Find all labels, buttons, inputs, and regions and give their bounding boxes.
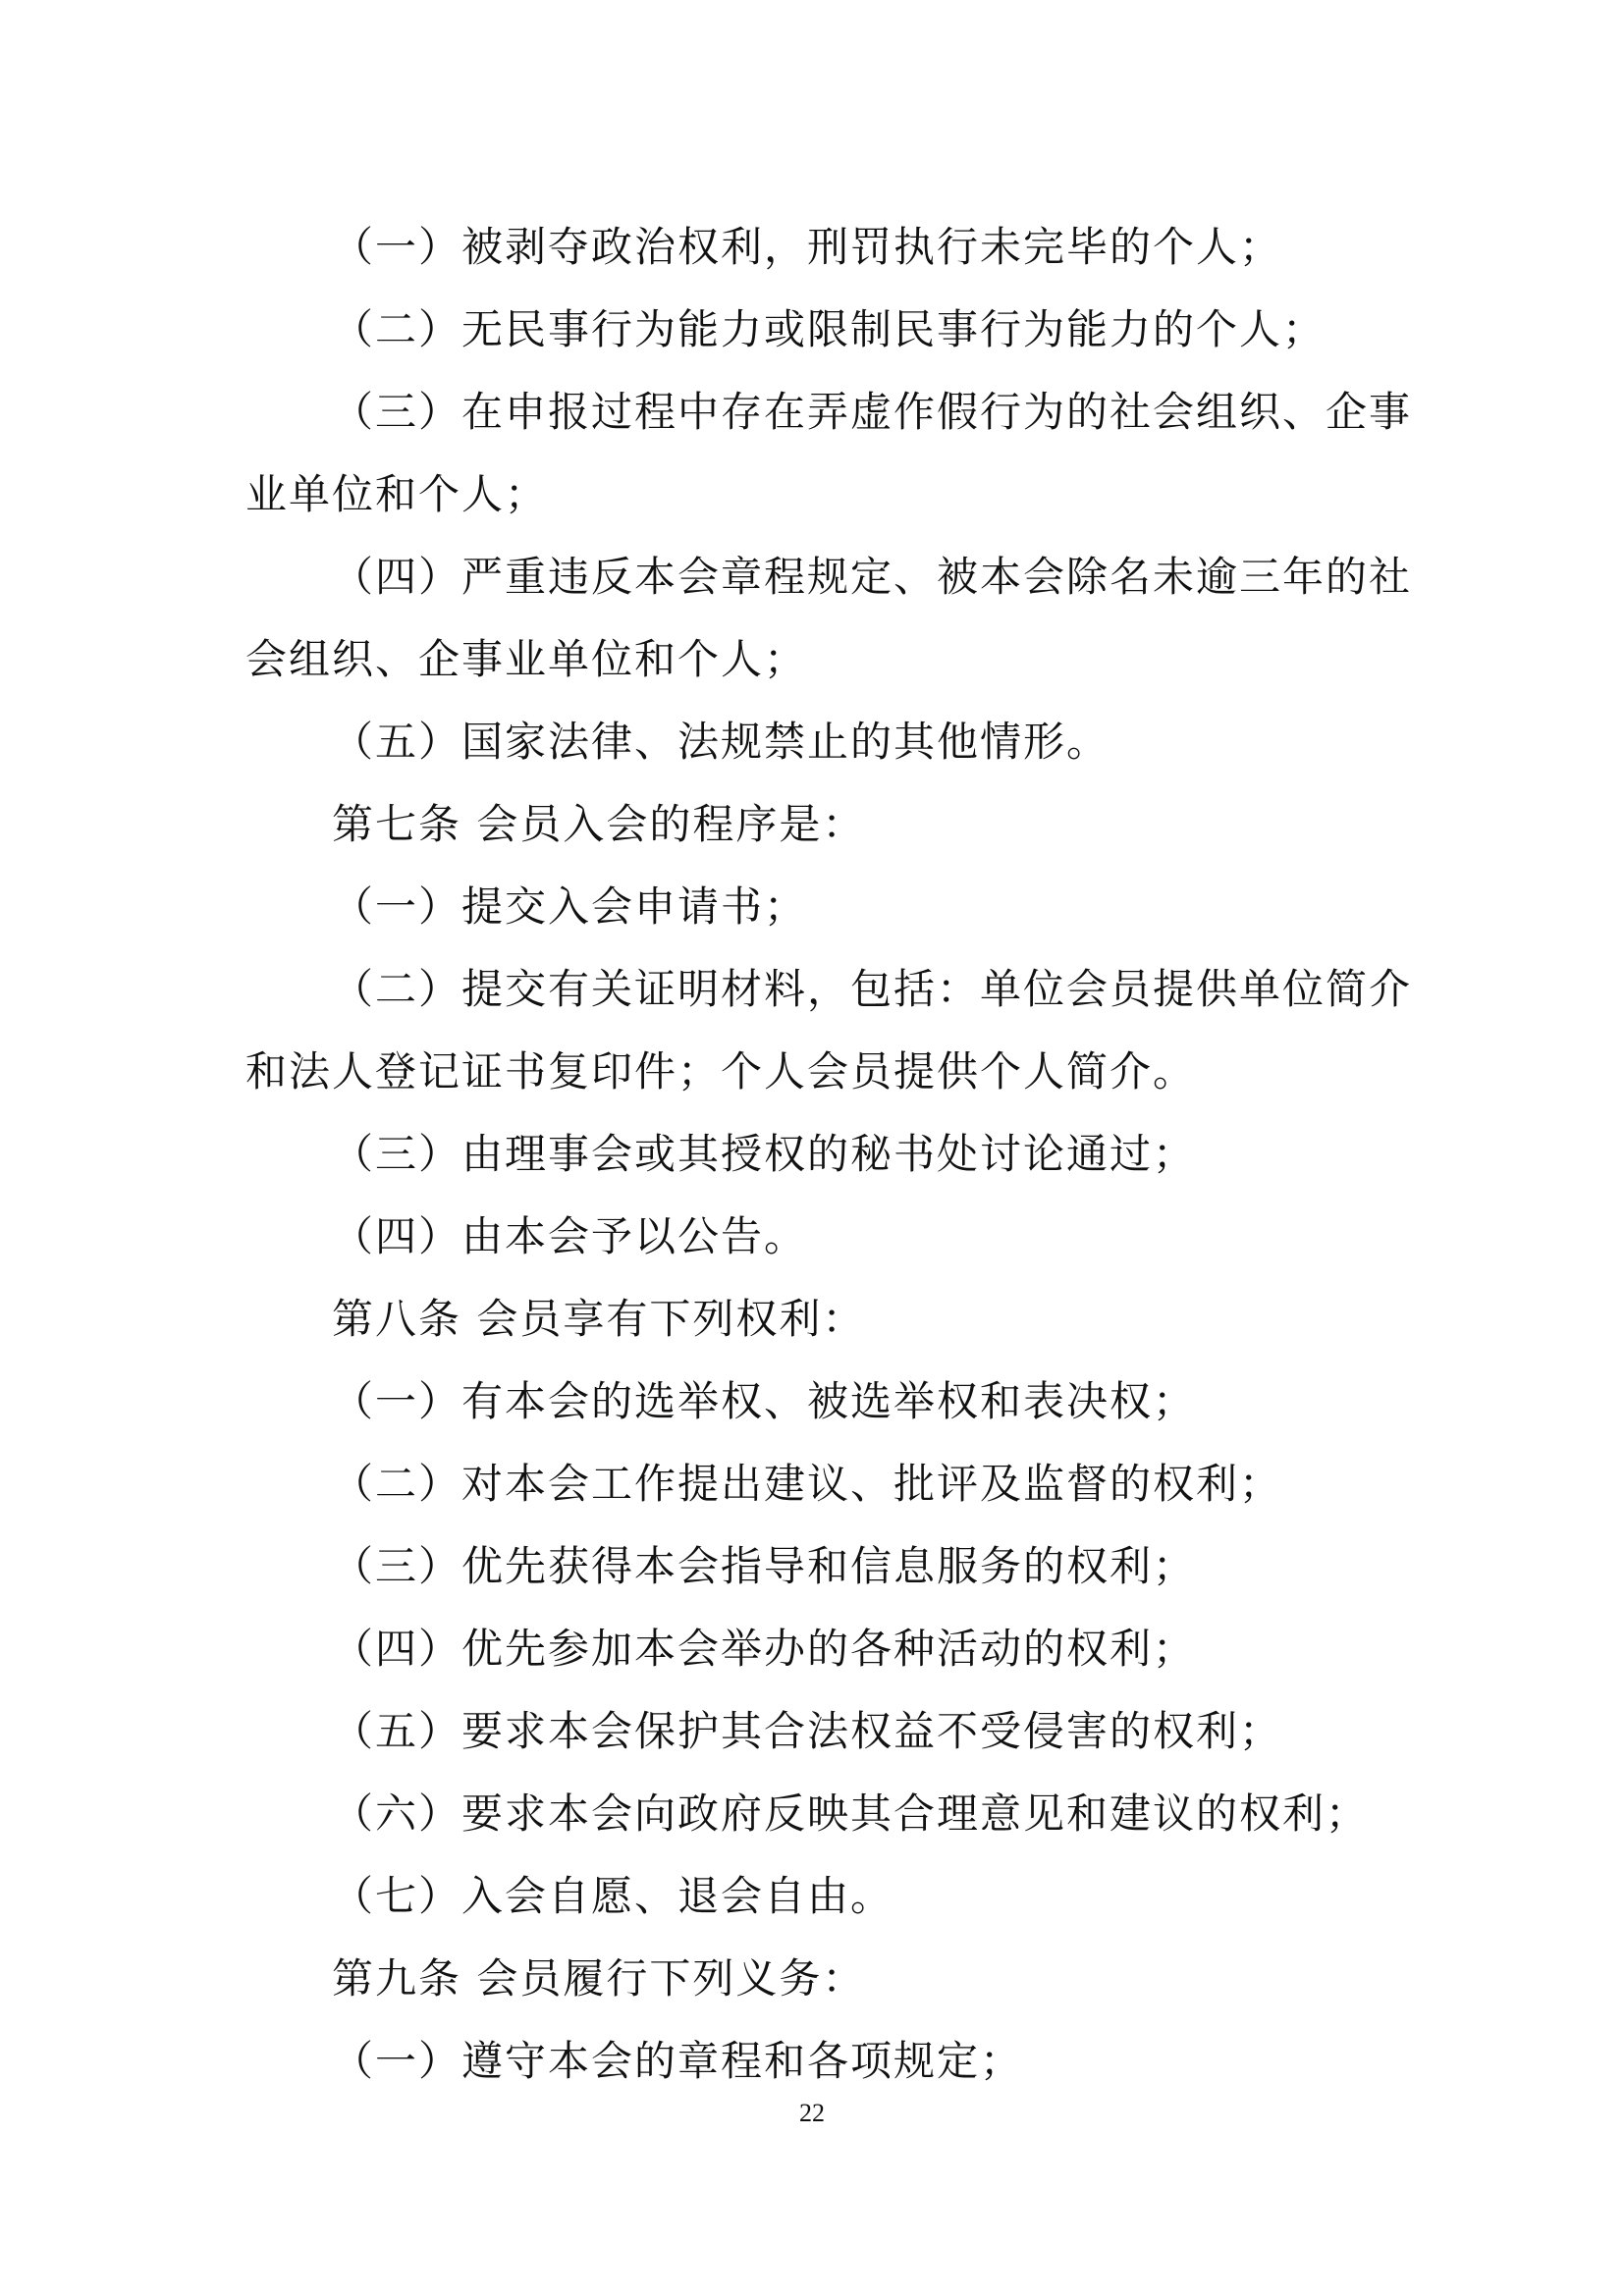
line-17: （三）优先获得本会指导和信息服务的权利； <box>332 1542 1197 1590</box>
line-21: （七）入会自愿、退会自由。 <box>332 1872 894 1920</box>
line-20: （六）要求本会向政府反映其合理意见和建议的权利； <box>332 1789 1370 1838</box>
line-13: （四）由本会予以公告。 <box>332 1212 808 1260</box>
line-2: （二）无民事行为能力或限制民事行为能力的个人； <box>332 305 1326 353</box>
line-11: 和法人登记证书复印件；个人会员提供个人简介。 <box>245 1047 1197 1095</box>
line-15: （一）有本会的选举权、被选举权和表决权； <box>332 1377 1197 1425</box>
article-9-heading: 第九条 会员履行下列义务： <box>332 1954 866 2002</box>
line-3: （三）在申报过程中存在弄虚作假行为的社会组织、企事 <box>332 388 1413 436</box>
line-4: 业单位和个人； <box>245 470 549 518</box>
line-12: （三）由理事会或其授权的秘书处讨论通过； <box>332 1130 1197 1178</box>
article-7-heading: 第七条 会员入会的程序是： <box>332 800 866 848</box>
line-23: （一）遵守本会的章程和各项规定； <box>332 2037 1024 2085</box>
line-18: （四）优先参加本会举办的各种活动的权利； <box>332 1625 1197 1673</box>
document-body <box>245 206 1413 2103</box>
line-5: （四）严重违反本会章程规定、被本会除名未逾三年的社 <box>332 553 1413 601</box>
line-6: 会组织、企事业单位和个人； <box>245 635 808 683</box>
line-16: （二）对本会工作提出建议、批评及监督的权利； <box>332 1460 1283 1508</box>
page-number: 22 <box>799 2099 825 2127</box>
line-7: （五）国家法律、法规禁止的其他情形。 <box>332 718 1110 766</box>
line-19: （五）要求本会保护其合法权益不受侵害的权利； <box>332 1707 1283 1755</box>
line-10: （二）提交有关证明材料，包括：单位会员提供单位简介 <box>332 965 1413 1013</box>
line-9: （一）提交入会申请书； <box>332 882 808 931</box>
article-8-heading: 第八条 会员享有下列权利： <box>332 1295 866 1343</box>
line-1: （一）被剥夺政治权利，刑罚执行未完毕的个人； <box>332 223 1283 271</box>
